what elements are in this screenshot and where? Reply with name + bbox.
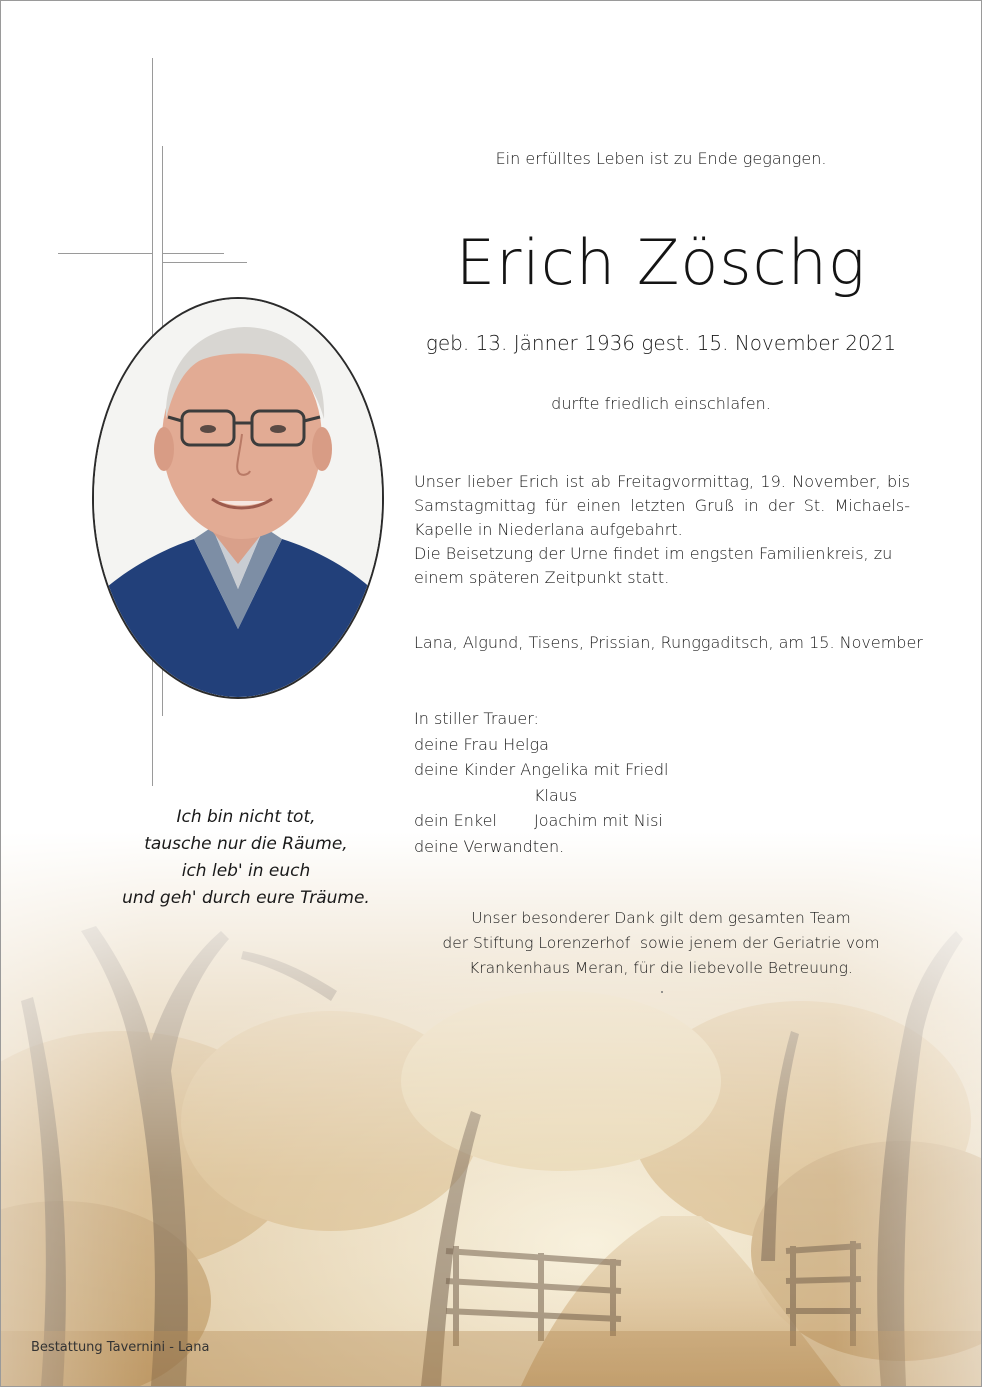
announcement-viewing: Unser lieber Erich ist ab Freitagvormittag, 19. November, bis Samstagmittag für einen letzten Gruß in der St. Michaels- Kapelle in Niederlana aufgebahrt.: [414, 472, 910, 539]
thanks-line-2: der Stiftung Lorenzerhof sowie jenem der Geriatrie vom: [442, 934, 880, 952]
announcement-text: [414, 470, 910, 590]
thanks-text: [411, 906, 911, 981]
portrait-photo: [92, 297, 384, 699]
mourner-grandchild-label: dein Enkel: [414, 811, 497, 830]
cross-horizontal-line-3: [162, 262, 247, 263]
autumn-forest-background: [1, 1, 981, 1386]
place-and-date: Lana, Algund, Tisens, Prissian, Runggaditsch, am 15. November: [414, 633, 923, 652]
peaceful-line: durfte friedlich einschlafen.: [551, 394, 771, 413]
poem-line-2: tausche nur die Räume,: [144, 834, 348, 854]
portrait-illustration: [94, 299, 382, 697]
mourner-grandchild-row: [414, 808, 814, 834]
mourner-grandchild-1: Joachim mit Nisi: [534, 811, 663, 830]
mourner-child-1: Angelika mit Friedl: [520, 760, 669, 779]
mourner-wife: deine Frau Helga: [414, 734, 549, 754]
stray-dot: [661, 991, 663, 993]
funeral-home-credit: Bestattung Tavernini - Lana: [31, 1340, 210, 1355]
intro-line: Ein erfülltes Leben ist zu Ende gegangen.: [495, 149, 827, 168]
thanks-line-3: Krankenhaus Meran, für die liebevolle Betreuung.: [469, 959, 853, 977]
mourners-heading: In stiller Trauer:: [414, 709, 539, 728]
mourners-list: [414, 706, 814, 859]
mourner-children-row: [414, 757, 814, 783]
poem-line-3: ich leb' in euch: [181, 861, 311, 881]
cross-horizontal-line-1: [58, 253, 152, 254]
mourner-children-label: deine Kinder: [414, 760, 516, 779]
poem-line-1: Ich bin nicht tot,: [176, 807, 316, 827]
mourner-relatives: deine Verwandten.: [414, 836, 565, 856]
mourner-child-2: Klaus: [534, 785, 578, 805]
poem-line-4: und geh' durch eure Träume.: [122, 888, 370, 908]
announcement-burial: Die Beisetzung der Urne findet im engsten Familienkreis, zu einem späteren Zeitpunkt statt.: [414, 544, 893, 587]
thanks-line-1: Unser besonderer Dank gilt dem gesamten Team: [471, 909, 851, 927]
deceased-name: Erich Zöschg: [455, 226, 867, 299]
life-dates: geb. 13. Jänner 1936 gest. 15. November 2021: [425, 331, 897, 355]
mourner-child-2-row: [414, 783, 814, 809]
cross-horizontal-line-2: [162, 253, 224, 254]
memorial-poem: [101, 804, 391, 912]
